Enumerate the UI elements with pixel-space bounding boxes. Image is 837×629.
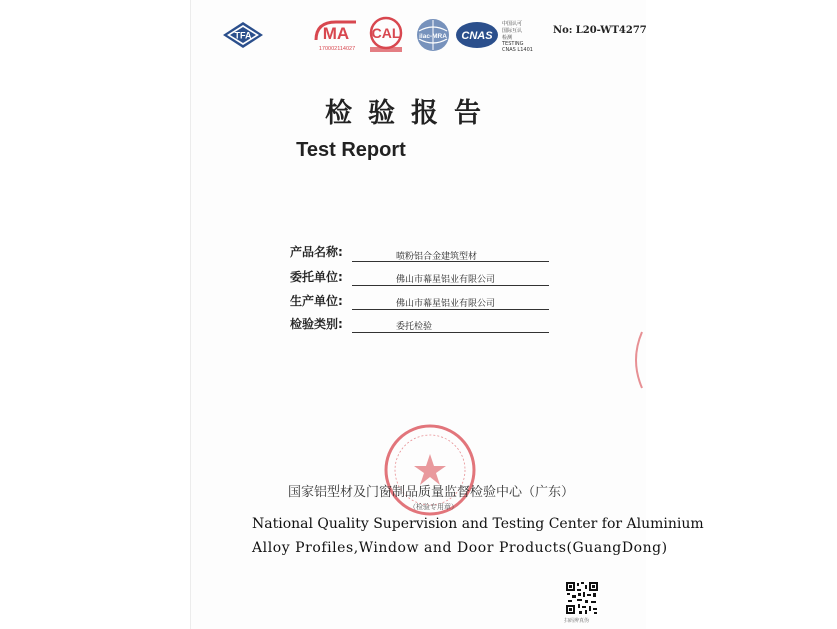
cnas-logo-text: CNAS [461, 30, 493, 42]
tfa-logo-text: TFA [234, 30, 252, 41]
field-line-test-type [352, 316, 549, 333]
cal-logo [364, 16, 408, 58]
cnas-logo [455, 20, 499, 54]
report-number-value: L20-WT4277 [575, 25, 647, 36]
qr-caption: 扫码辨真伪 [564, 618, 590, 624]
cma-logo [312, 18, 362, 56]
ilac-mra-logo [414, 17, 452, 57]
report-number-label: No: [553, 25, 573, 36]
edge-seal-fragment [628, 330, 644, 394]
report-number [553, 25, 647, 36]
organization-name-chinese: 国家铝型材及门窗制品质量监督检验中心（广东） [288, 485, 575, 500]
field-label-test-type: 检验类别: [290, 317, 343, 331]
title-english: Test Report [296, 139, 406, 161]
field-label-product-name: 产品名称: [290, 245, 343, 259]
cma-code: 170002114027 [318, 46, 356, 52]
cma-logo-text: MA [322, 24, 350, 43]
organization-name-english-line2: Alloy Profiles,Window and Door Products(GuangDong) [252, 540, 668, 556]
cnas-cn-line3: 检测 [502, 35, 513, 41]
field-value-product-name: 喷粉铝合金建筑型材 [396, 252, 478, 262]
field-label-client: 委托单位: [290, 270, 343, 284]
seal-note: （检验专用章） [409, 503, 458, 511]
title-chinese: 检验报告 [325, 98, 497, 129]
organization-name-english-line1: National Quality Supervision and Testing Center for Aluminium [252, 516, 704, 532]
field-label-manufacturer: 生产单位: [290, 294, 343, 308]
cnas-en-line1: TESTING [502, 41, 524, 47]
tfa-logo [222, 21, 264, 53]
cnas-cn-line1: 中国认可 [502, 21, 523, 27]
field-value-test-type: 委托检验 [396, 322, 433, 332]
field-value-manufacturer: 佛山市幕星铝业有限公司 [396, 299, 496, 309]
field-value-client: 佛山市幕星铝业有限公司 [396, 275, 496, 285]
cnas-en-line2: CNAS L1401 [502, 47, 533, 53]
cal-logo-text: CAL [371, 25, 401, 41]
cnas-cn-line2: 国际互认 [502, 28, 523, 34]
qr-code [565, 581, 599, 619]
ilac-mra-text: ilac-MRA [419, 33, 447, 40]
